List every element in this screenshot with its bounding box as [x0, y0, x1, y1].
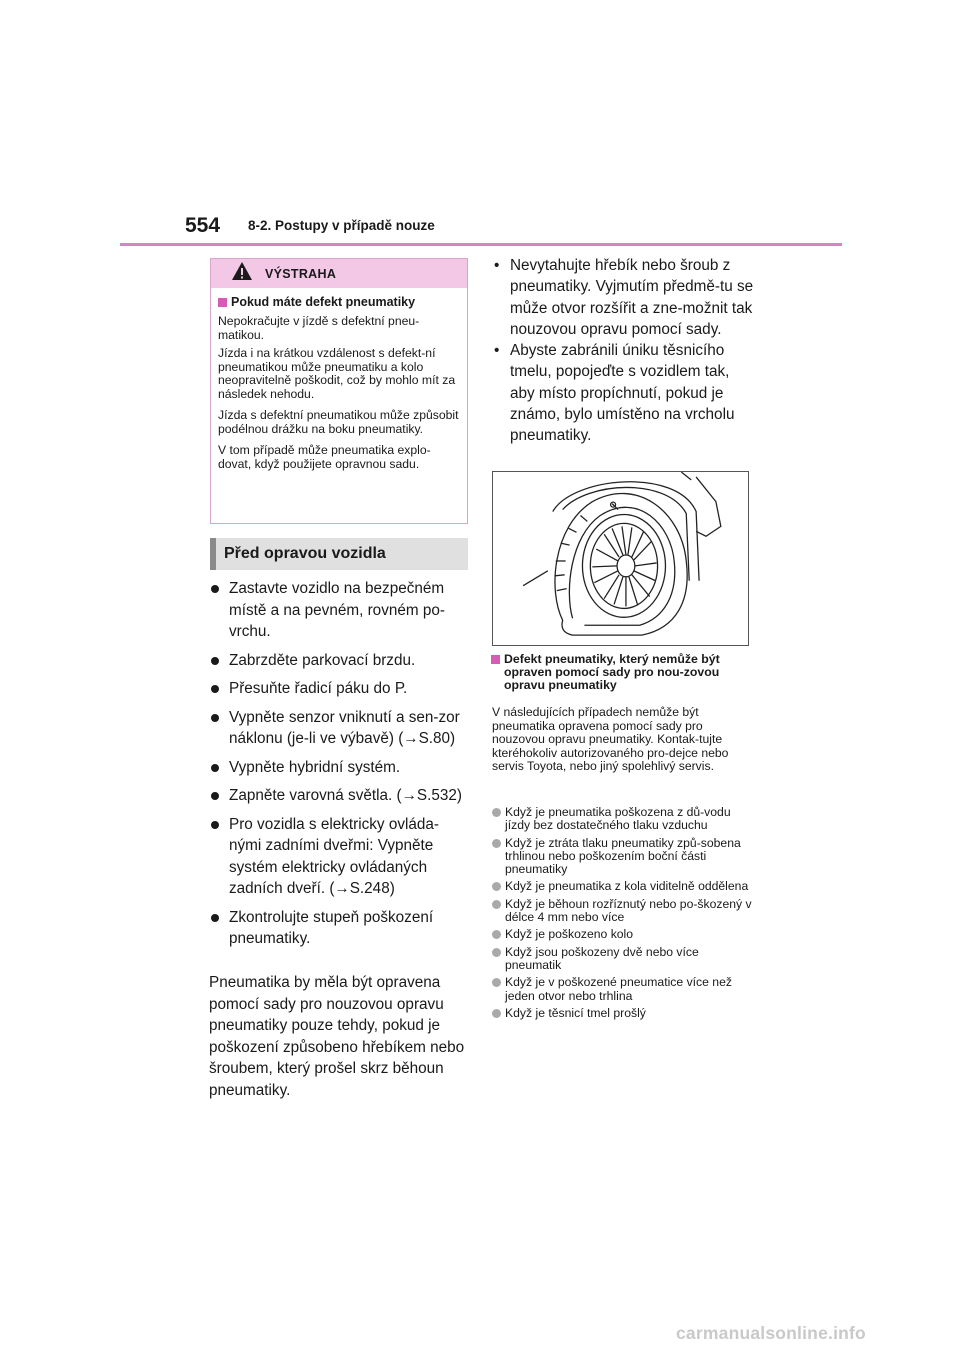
list-item-text: Když je pneumatika poškozena z dů-vodu jízdy bez dostatečného tlaku vzduchu [505, 805, 731, 833]
bullet-dot-icon [211, 821, 219, 829]
list-item-text: Abyste zabránili úniku těsnicího tmelu, popojeďte s vozidlem tak, aby místo propíchnutí, pokud je známo, bylo umístěno na vrcholu pneumatiky. [510, 342, 735, 445]
list-item-text: Když jsou poškozeny dvě nebo více pneumatik [505, 944, 699, 972]
bullet-dot-icon [211, 792, 219, 800]
circle-bullet-icon [492, 948, 501, 957]
circle-bullet-icon [492, 930, 501, 939]
warning-triangle-icon [231, 261, 253, 286]
list-item-text: Nevytahujte hřebík nebo šroub z pneumatiky. Vyjmutím předmě-tu se může otvor rozšířit a zne-možnit tak nouzovou opravu pomocí sady. [510, 257, 754, 338]
bullet-dot-icon [211, 914, 219, 922]
list-item [211, 578, 469, 643]
warning-paragraph: Nepokračujte v jízdě s defektní pneu-matikou. [218, 314, 420, 342]
list-item [492, 976, 754, 1003]
right-subheading-text: Defekt pneumatiky, který nemůže být opraven pomocí sady pro nou-zovou opravu pneumatiky [504, 652, 720, 692]
list-item [492, 898, 754, 925]
warning-label: VÝSTRAHA [265, 266, 337, 281]
list-item [493, 255, 755, 340]
bullet-dot-icon [211, 585, 219, 593]
warning-subheading-text: Pokud máte defekt pneumatiky [231, 295, 416, 309]
right-circle-list [492, 806, 754, 1024]
list-item-text: Zkontrolujte stupeň poškození pneumatiky. [229, 908, 434, 947]
circle-bullet-icon [492, 882, 501, 891]
list-item [211, 814, 469, 900]
bullet-dot-icon [211, 764, 219, 772]
list-item [493, 340, 755, 446]
section-heading-bar [210, 538, 468, 570]
list-item [211, 678, 469, 700]
list-item [211, 757, 469, 779]
right-bullet-list [493, 255, 755, 447]
list-item [211, 650, 469, 672]
list-item [211, 907, 469, 950]
header-rule [120, 243, 842, 246]
circle-bullet-icon [492, 978, 501, 987]
list-item-text: Když je v poškozené pneumatice více než jeden otvor nebo trhlina [505, 975, 732, 1003]
list-item [492, 837, 754, 877]
bullet-dot-icon [211, 714, 219, 722]
list-item [211, 785, 469, 807]
list-item-text: Zabrzděte parkovací brzdu. [229, 651, 416, 669]
circle-bullet-icon [492, 900, 501, 909]
circle-bullet-icon [492, 1009, 501, 1018]
list-item-text: Když je běhoun rozříznutý nebo po-škozený v délce 4 mm nebo více [505, 896, 752, 925]
tire-illustration [492, 471, 749, 646]
square-bullet-icon [491, 655, 500, 664]
flat-tire-icon [493, 472, 748, 645]
circle-bullet-icon [492, 839, 501, 848]
bullet-char: • [494, 342, 500, 360]
list-item-text: Vypněte hybridní systém. [229, 758, 401, 776]
warning-paragraph: Jízda i na krátkou vzdálenost s defekt-ní pneumatikou může pneumatiku a kolo neopravitelně poškodit, což by mohlo mít za následek nehodu. [218, 346, 456, 401]
list-item-text: Zapněte varovná světla. (→S.532) [229, 787, 462, 804]
list-item-text: Když je ztráta tlaku pneumatiky způ-sobena trhlinou nebo poškozením boční části pneumatiky [505, 835, 741, 877]
circle-bullet-icon [492, 808, 501, 817]
list-item-text: Vypněte senzor vniknutí a sen-zor náklonu (je-li ve výbavě) (→S.80) [229, 708, 460, 747]
list-item [492, 928, 754, 941]
warning-box [210, 258, 468, 524]
bullet-dot-icon [211, 685, 219, 693]
list-item-text: Pro vozidla s elektricky ovláda-nými zadními dveřmi: Vypněte systém elektricky ovládaných zadních dveří. (→S.248) [229, 815, 439, 897]
bullet-char: • [494, 257, 500, 274]
list-item [492, 1007, 754, 1020]
bullet-dot-icon [211, 657, 219, 665]
warning-paragraph: Jízda s defektní pneumatikou může způsobit podélnou drážku na boku pneumatiky. [218, 408, 459, 436]
list-item [211, 707, 469, 750]
section-header-title: 8-2. Postupy v případě nouze [248, 218, 435, 233]
list-item-text: Když je těsnicí tmel prošlý [505, 1005, 646, 1020]
watermark: carmanualsonline.info [676, 1323, 866, 1343]
right-subheading [491, 653, 753, 692]
left-bullet-list [211, 578, 469, 957]
list-item-text: Když je pneumatika z kola viditelně oddělena [505, 879, 749, 894]
list-item [492, 806, 754, 833]
section-heading: Před opravou vozidla [224, 545, 386, 562]
list-item-text: Když je poškozeno kolo [505, 927, 634, 942]
warning-paragraph: V tom případě může pneumatika explo-dovat, když použijete opravnou sadu. [218, 443, 431, 471]
right-paragraph: V následujících případech nemůže být pneumatika opravena pomocí sady pro nouzovou opravu pneumatiky. Kontak-tujte kteréhokoliv autorizovaného pro-dejce nebo servis Toyota, nebo jiný spolehlivý servis. [492, 705, 729, 773]
warning-header [211, 259, 467, 288]
page-number: 554 [185, 214, 221, 237]
list-item [492, 880, 754, 893]
list-item-text: Přesuňte řadicí páku do P. [229, 680, 408, 697]
list-item [492, 946, 754, 973]
square-bullet-icon [218, 298, 227, 307]
list-item-text: Zastavte vozidlo na bezpečném místě a na pevném, rovném po-vrchu. [229, 580, 445, 640]
main-paragraph: Pneumatika by měla být opravena pomocí sady pro nouzovou opravu pneumatiky pouze tehdy, pokud je poškození způsobeno hřebíkem nebo šroubem, který prošel skrz běhoun pneumatiky. [209, 974, 465, 1099]
warning-subheading [218, 295, 460, 309]
